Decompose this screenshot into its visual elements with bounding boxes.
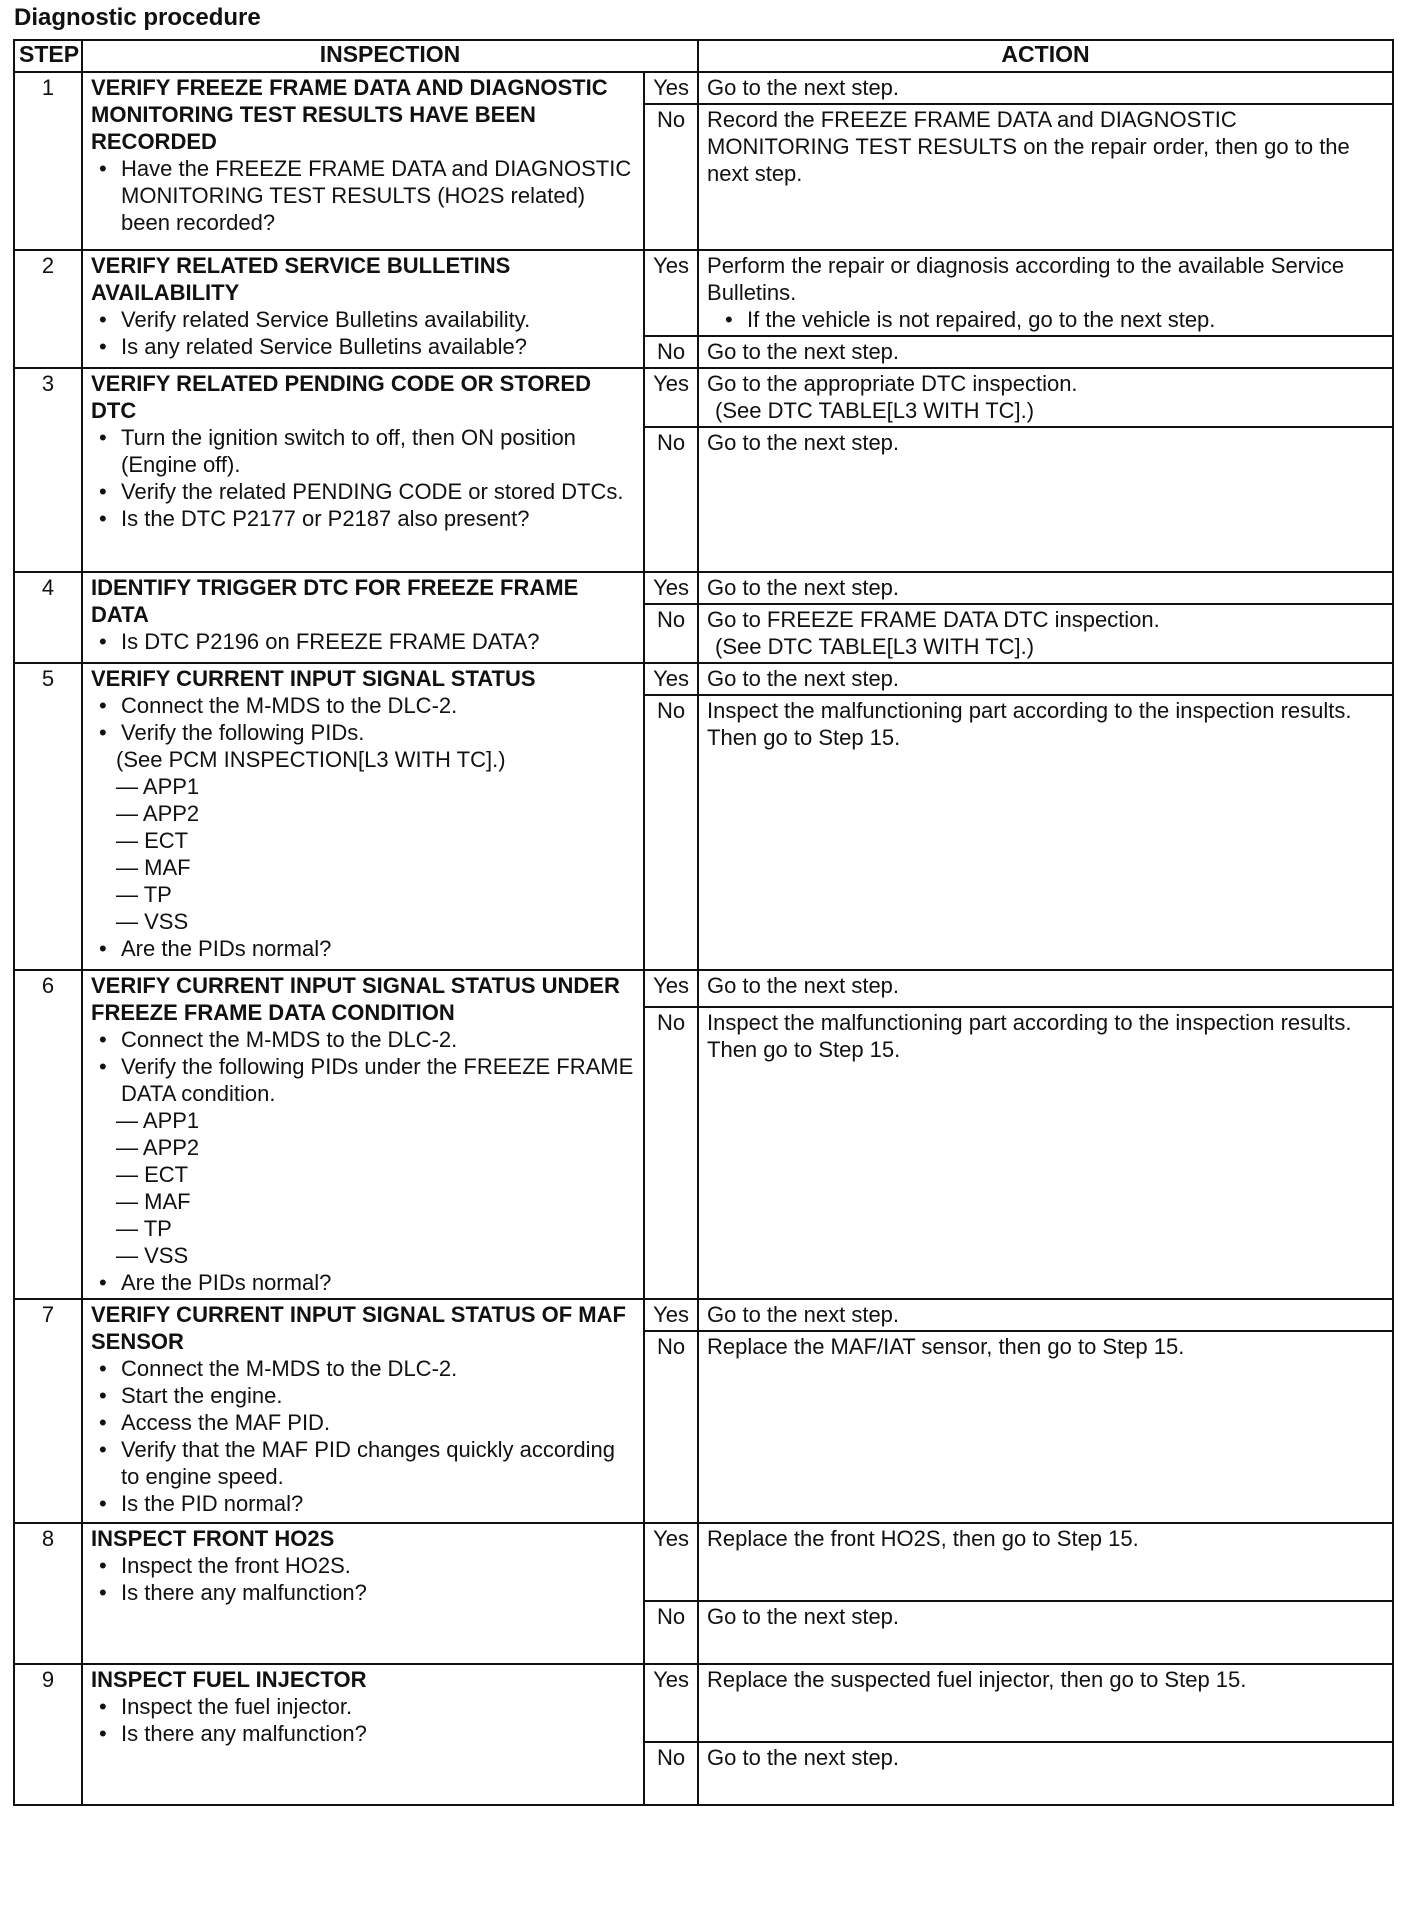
inspection-title: VERIFY CURRENT INPUT SIGNAL STATUS UNDER FREEZE FRAME DATA CONDITION bbox=[91, 973, 620, 1025]
step-number: 6 bbox=[14, 970, 82, 1299]
inspection-bullet: • Connect the M-MDS to the DLC-2. bbox=[121, 692, 635, 719]
pid-item: — VSS bbox=[116, 909, 189, 934]
yes-action bbox=[698, 572, 1393, 604]
pid-item: — TP bbox=[116, 1216, 172, 1241]
no-label: No bbox=[644, 695, 698, 970]
inspection-cell bbox=[82, 1664, 644, 1805]
table-header-row bbox=[14, 40, 1393, 72]
step-number: 5 bbox=[14, 663, 82, 970]
no-label: No bbox=[644, 1601, 698, 1664]
inspection-bullet: • Are the PIDs normal? bbox=[121, 935, 635, 962]
inspection-cell bbox=[82, 970, 644, 1299]
inspection-bullet: • Verify the related PENDING CODE or stored DTCs. bbox=[121, 478, 635, 505]
pid-item: — APP1 bbox=[116, 774, 200, 799]
pid-item: — APP2 bbox=[116, 801, 200, 826]
inspection-title: VERIFY CURRENT INPUT SIGNAL STATUS bbox=[91, 666, 536, 691]
table-row bbox=[14, 970, 1393, 1007]
inspection-bullet: • Is there any malfunction? bbox=[121, 1579, 635, 1606]
inspection-cell bbox=[82, 663, 644, 970]
yes-action bbox=[698, 1523, 1393, 1601]
yes-label: Yes bbox=[644, 368, 698, 427]
inspection-bullet: • Verify that the MAF PID changes quickly according to engine speed. bbox=[121, 1436, 635, 1490]
no-label: No bbox=[644, 604, 698, 663]
header-step: STEP bbox=[14, 40, 82, 72]
action-text: Go to the next step. bbox=[707, 1745, 900, 1770]
yes-label: Yes bbox=[644, 663, 698, 695]
yes-label: Yes bbox=[644, 572, 698, 604]
action-bullet: • If the vehicle is not repaired, go to the next step. bbox=[707, 306, 1384, 333]
no-action bbox=[698, 695, 1393, 970]
action-text: Then go to Step 15. bbox=[707, 1037, 901, 1063]
step-number: 7 bbox=[14, 1299, 82, 1523]
no-action bbox=[698, 104, 1393, 250]
pid-item: — MAF bbox=[116, 1189, 191, 1214]
yes-label: Yes bbox=[644, 970, 698, 1007]
step-number: 8 bbox=[14, 1523, 82, 1664]
action-text: Go to the next step. bbox=[707, 666, 900, 691]
pid-item: — VSS bbox=[116, 1243, 189, 1268]
inspection-title: IDENTIFY TRIGGER DTC FOR FREEZE FRAME DATA bbox=[91, 575, 579, 627]
inspection-bullet: • Is DTC P2196 on FREEZE FRAME DATA? bbox=[121, 628, 635, 655]
inspection-bullet: • Start the engine. bbox=[121, 1382, 635, 1409]
inspection-title: VERIFY FREEZE FRAME DATA AND DIAGNOSTIC MONITORING TEST RESULTS HAVE BEEN RECORDED bbox=[91, 75, 608, 154]
yes-action bbox=[698, 970, 1393, 1007]
inspection-bullets bbox=[91, 424, 635, 532]
no-label: No bbox=[644, 1742, 698, 1805]
no-action bbox=[698, 604, 1393, 663]
table-row bbox=[14, 1664, 1393, 1742]
inspection-bullets bbox=[91, 1026, 635, 1107]
action-reference: (See DTC TABLE[L3 WITH TC].) bbox=[715, 398, 1035, 423]
inspection-bullets-final bbox=[91, 935, 635, 962]
inspection-bullet: • Connect the M-MDS to the DLC-2. bbox=[121, 1355, 635, 1382]
yes-action bbox=[698, 250, 1393, 336]
inspection-bullets bbox=[91, 306, 635, 360]
no-label: No bbox=[644, 1331, 698, 1523]
inspection-bullet: • Are the PIDs normal? bbox=[121, 1269, 635, 1296]
inspection-title: VERIFY RELATED PENDING CODE OR STORED DTC bbox=[91, 371, 591, 423]
action-text: Go to FREEZE FRAME DATA DTC inspection. bbox=[707, 607, 1160, 632]
no-action bbox=[698, 427, 1393, 572]
inspection-bullet: • Connect the M-MDS to the DLC-2. bbox=[121, 1026, 635, 1053]
table-row bbox=[14, 72, 1393, 104]
pid-item: — ECT bbox=[116, 1162, 189, 1187]
pid-item: — ECT bbox=[116, 828, 189, 853]
no-action bbox=[698, 1601, 1393, 1664]
no-action bbox=[698, 336, 1393, 368]
inspection-bullets bbox=[91, 1552, 635, 1606]
no-action bbox=[698, 1007, 1393, 1299]
inspection-bullet: • Verify the following PIDs. bbox=[121, 719, 635, 746]
step-number: 9 bbox=[14, 1664, 82, 1805]
step-number: 4 bbox=[14, 572, 82, 663]
inspection-bullet: • Inspect the front HO2S. bbox=[121, 1552, 635, 1579]
inspection-reference: (See PCM INSPECTION[L3 WITH TC].) bbox=[116, 747, 506, 772]
header-inspection: INSPECTION bbox=[82, 40, 698, 72]
table-row bbox=[14, 250, 1393, 336]
inspection-bullet: • Have the FREEZE FRAME DATA and DIAGNOSTIC MONITORING TEST RESULTS (HO2S related) been recorded? bbox=[121, 155, 635, 236]
inspection-cell bbox=[82, 250, 644, 368]
inspection-cell bbox=[82, 572, 644, 663]
inspection-title: VERIFY CURRENT INPUT SIGNAL STATUS OF MAF SENSOR bbox=[91, 1302, 626, 1354]
inspection-title: INSPECT FUEL INJECTOR bbox=[91, 1667, 367, 1692]
inspection-bullet: • Access the MAF PID. bbox=[121, 1409, 635, 1436]
inspection-bullet: • Is the PID normal? bbox=[121, 1490, 635, 1517]
no-action bbox=[698, 1742, 1393, 1805]
step-number: 3 bbox=[14, 368, 82, 572]
action-text: Go to the next step. bbox=[707, 1604, 900, 1629]
no-label: No bbox=[644, 336, 698, 368]
inspection-cell bbox=[82, 1299, 644, 1523]
yes-action bbox=[698, 1299, 1393, 1331]
inspection-bullets bbox=[91, 1693, 635, 1747]
inspection-bullets bbox=[91, 628, 635, 655]
diagnostic-table bbox=[13, 39, 1394, 1806]
action-text: Go to the next step. bbox=[707, 75, 900, 100]
inspection-cell bbox=[82, 72, 644, 250]
action-text: Go to the next step. bbox=[707, 430, 900, 455]
table-row bbox=[14, 1299, 1393, 1331]
action-reference: (See DTC TABLE[L3 WITH TC].) bbox=[715, 634, 1035, 659]
yes-label: Yes bbox=[644, 1664, 698, 1742]
inspection-bullet: • Is any related Service Bulletins available? bbox=[121, 333, 635, 360]
no-label: No bbox=[644, 427, 698, 572]
action-text: Perform the repair or diagnosis according to the available Service Bulletins. bbox=[707, 253, 1345, 305]
no-action bbox=[698, 1331, 1393, 1523]
step-number: 1 bbox=[14, 72, 82, 250]
step-number: 2 bbox=[14, 250, 82, 368]
yes-label: Yes bbox=[644, 72, 698, 104]
yes-label: Yes bbox=[644, 1299, 698, 1331]
pid-item: — TP bbox=[116, 882, 172, 907]
action-text: Replace the front HO2S, then go to Step 15. bbox=[707, 1526, 1139, 1551]
inspection-bullets bbox=[91, 155, 635, 236]
action-text: Go to the next step. bbox=[707, 339, 900, 364]
action-text: Go to the next step. bbox=[707, 973, 900, 998]
inspection-cell bbox=[82, 1523, 644, 1664]
inspection-bullet: • Is the DTC P2177 or P2187 also present? bbox=[121, 505, 635, 532]
table-body bbox=[14, 72, 1393, 1805]
pid-item: — APP2 bbox=[116, 1135, 200, 1160]
yes-action bbox=[698, 368, 1393, 427]
action-text: Go to the next step. bbox=[707, 1302, 900, 1327]
inspection-bullets bbox=[91, 1355, 635, 1517]
header-action: ACTION bbox=[698, 40, 1393, 72]
action-text: Inspect the malfunctioning part according to the inspection results. bbox=[707, 1010, 1352, 1036]
inspection-title: VERIFY RELATED SERVICE BULLETINS AVAILABILITY bbox=[91, 253, 511, 305]
pid-item: — MAF bbox=[116, 855, 191, 880]
pid-item: — APP1 bbox=[116, 1108, 200, 1133]
action-text: Record the FREEZE FRAME DATA and DIAGNOSTIC MONITORING TEST RESULTS on the repair order, then go to the next step. bbox=[707, 107, 1350, 186]
inspection-bullets bbox=[91, 692, 635, 746]
inspection-title: INSPECT FRONT HO2S bbox=[91, 1526, 335, 1551]
yes-label: Yes bbox=[644, 1523, 698, 1601]
action-text: Go to the next step. bbox=[707, 575, 900, 600]
table-row bbox=[14, 572, 1393, 604]
yes-label: Yes bbox=[644, 250, 698, 336]
inspection-bullet: • Verify related Service Bulletins availability. bbox=[121, 306, 635, 333]
inspection-bullet: • Inspect the fuel injector. bbox=[121, 1693, 635, 1720]
action-text: Replace the MAF/IAT sensor, then go to Step 15. bbox=[707, 1334, 1185, 1359]
page-title: Diagnostic procedure bbox=[14, 4, 261, 31]
yes-action bbox=[698, 663, 1393, 695]
action-text: Go to the appropriate DTC inspection. bbox=[707, 371, 1078, 396]
table-row bbox=[14, 1523, 1393, 1601]
inspection-bullet: • Turn the ignition switch to off, then ON position (Engine off). bbox=[121, 424, 635, 478]
inspection-bullet: • Is there any malfunction? bbox=[121, 1720, 635, 1747]
no-label: No bbox=[644, 104, 698, 250]
no-label: No bbox=[644, 1007, 698, 1299]
inspection-bullet: • Verify the following PIDs under the FREEZE FRAME DATA condition. bbox=[121, 1053, 635, 1107]
action-text: Inspect the malfunctioning part according to the inspection results. bbox=[707, 698, 1352, 723]
inspection-cell bbox=[82, 368, 644, 572]
action-text: Replace the suspected fuel injector, then go to Step 15. bbox=[707, 1667, 1247, 1692]
inspection-bullets-final bbox=[91, 1269, 635, 1296]
table-row bbox=[14, 368, 1393, 427]
yes-action bbox=[698, 1664, 1393, 1742]
table-row bbox=[14, 663, 1393, 695]
yes-action bbox=[698, 72, 1393, 104]
action-text: Then go to Step 15. bbox=[707, 725, 901, 750]
